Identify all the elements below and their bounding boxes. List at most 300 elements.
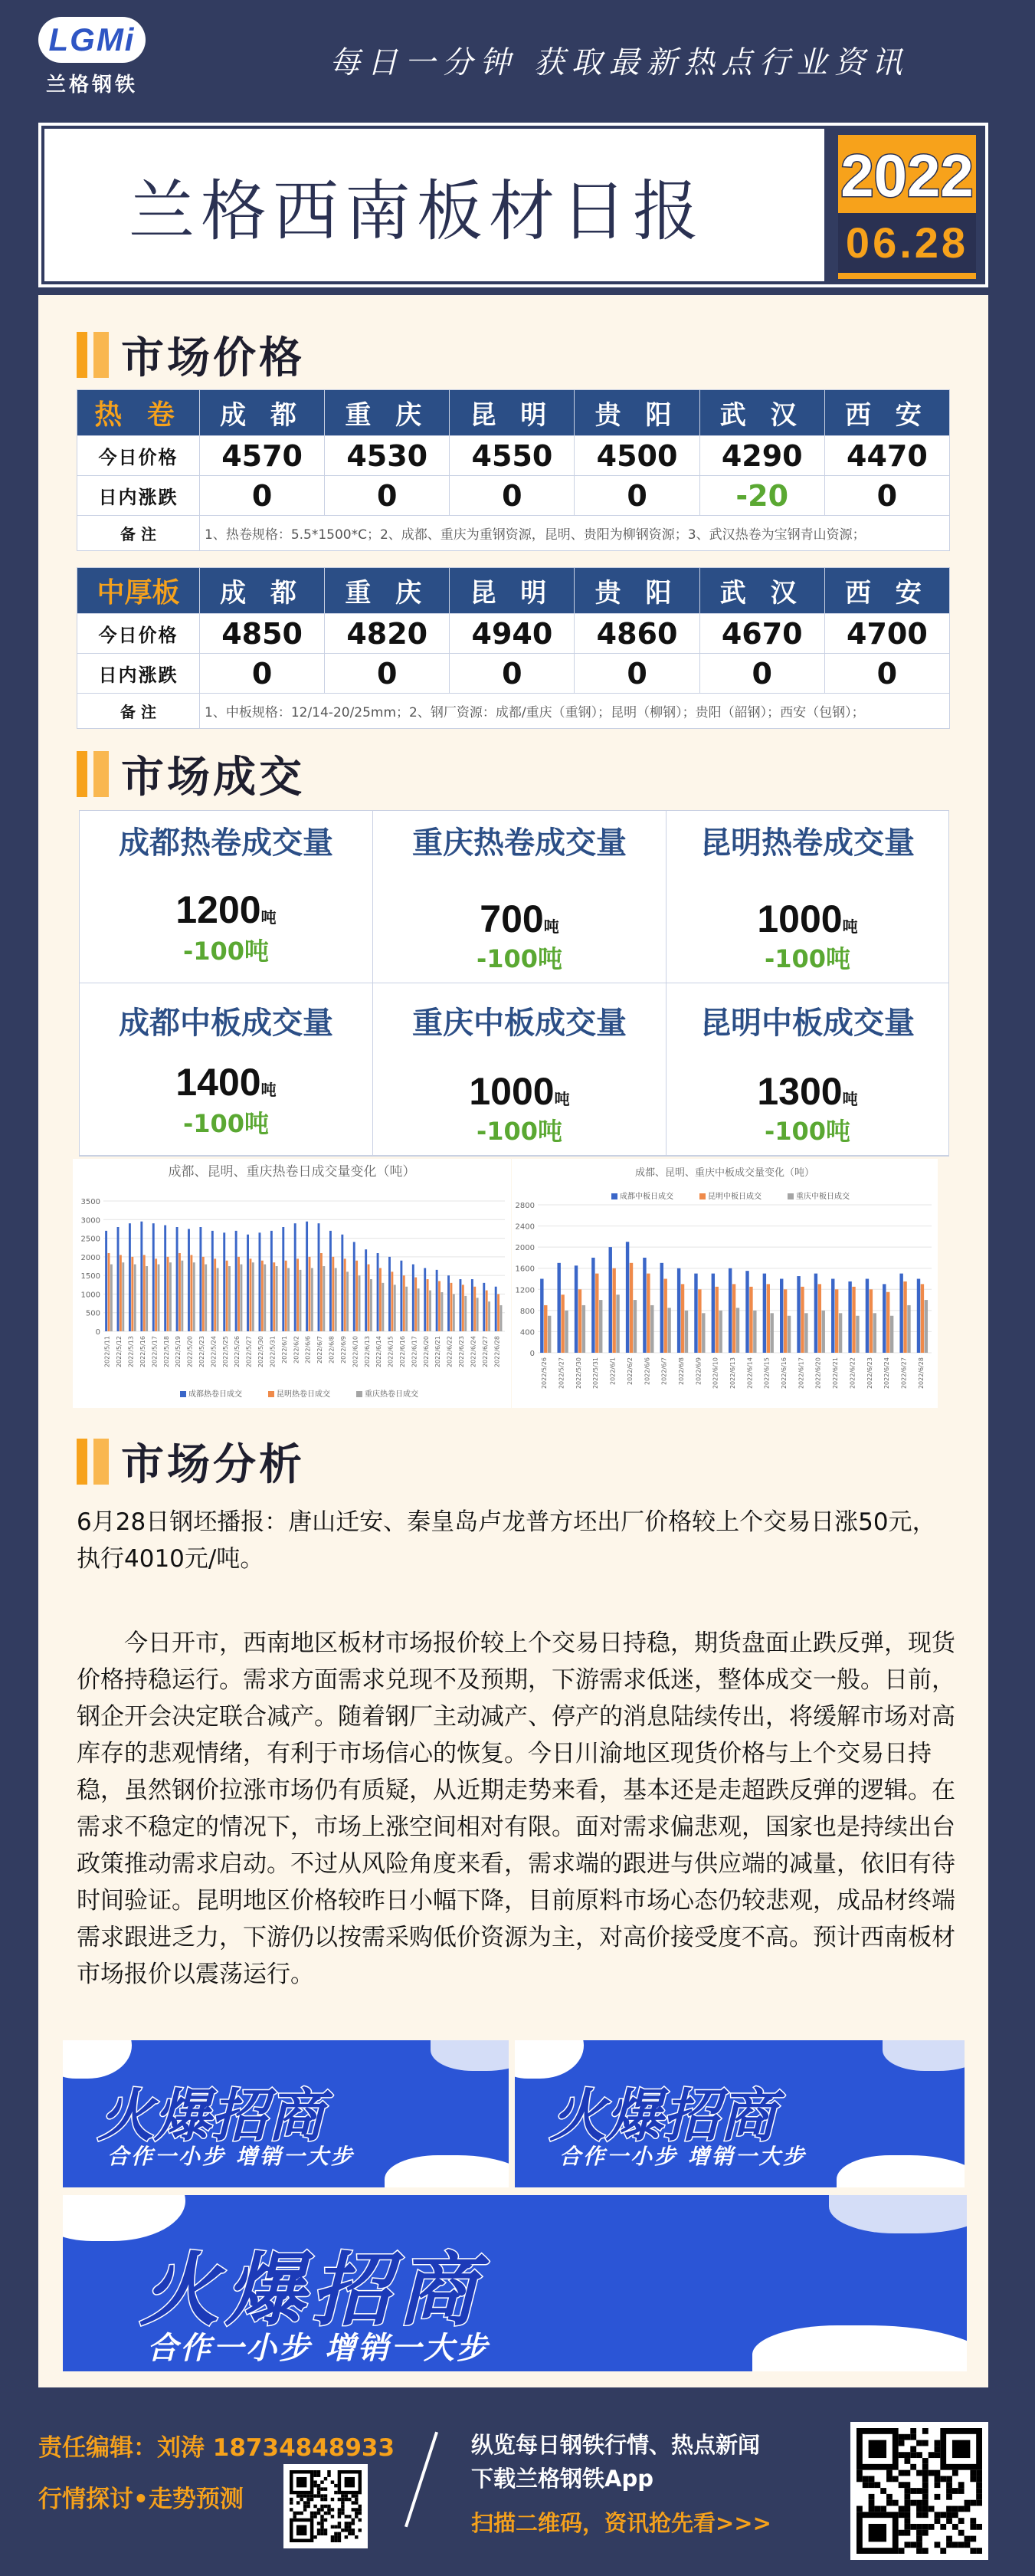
volume-title: 昆明热卷成交量	[700, 825, 915, 861]
qr-module	[940, 2524, 946, 2530]
qr-module	[940, 2512, 946, 2518]
qr-module	[331, 2515, 334, 2518]
qr-module	[317, 2532, 320, 2535]
qr-module	[303, 2494, 306, 2497]
qr-finder	[296, 2525, 306, 2535]
bar	[412, 1265, 414, 1331]
qr-module	[313, 2535, 316, 2538]
volume-grid	[79, 810, 949, 1157]
change-cell: 0	[575, 476, 699, 516]
qr-module	[922, 2488, 929, 2494]
qr-module	[317, 2491, 320, 2494]
qr-finder	[296, 2477, 306, 2487]
bar	[681, 1284, 684, 1353]
bar	[460, 1279, 462, 1331]
qr-module	[910, 2446, 916, 2452]
qr-finder	[869, 2524, 886, 2542]
bar	[323, 1266, 325, 1331]
x-tick-label: 2022/6/14	[746, 1357, 754, 1390]
qr-module	[856, 2476, 863, 2482]
qr-module	[317, 2528, 320, 2532]
x-tick-label: 2022/6/9	[695, 1357, 703, 1385]
qr-module	[300, 2512, 303, 2515]
y-tick-label: 0	[529, 1350, 535, 1358]
bar	[117, 1227, 120, 1331]
bar	[630, 1263, 633, 1353]
city-header: 贵 阳	[575, 390, 699, 436]
y-tick-label: 2400	[515, 1222, 535, 1232]
bar	[814, 1274, 817, 1353]
qr-module	[904, 2506, 910, 2512]
x-tick-label: 2022/5/27	[245, 1336, 253, 1368]
x-tick-label: 2022/6/27	[900, 1357, 908, 1390]
bar	[211, 1231, 214, 1331]
change-cell: 0	[575, 654, 699, 694]
bar	[249, 1258, 251, 1331]
qr-finder	[952, 2440, 970, 2458]
city-header: 成 都	[200, 568, 325, 614]
x-tick-label: 2022/5/19	[175, 1336, 182, 1368]
bar	[287, 1268, 290, 1331]
qr-module	[935, 2470, 941, 2476]
bar	[282, 1227, 284, 1331]
y-tick-label: 2500	[80, 1235, 100, 1244]
qr-module	[899, 2512, 905, 2518]
qr-module	[976, 2470, 982, 2476]
qr-module	[352, 2494, 355, 2497]
qr-module	[863, 2482, 869, 2488]
bar	[745, 1271, 748, 1353]
table-row	[77, 476, 950, 516]
bar	[883, 1284, 886, 1353]
bar	[462, 1285, 464, 1331]
x-tick-label: 2022/6/27	[481, 1336, 489, 1368]
qr-module	[348, 2532, 351, 2535]
qr-module	[320, 2487, 323, 2490]
bar	[217, 1268, 219, 1331]
x-tick-label: 2022/6/13	[729, 1357, 736, 1390]
price-cell: 4850	[200, 614, 325, 654]
legend-label: 重庆中板日成交	[796, 1193, 850, 1201]
qr-module	[929, 2506, 935, 2512]
qr-module	[958, 2488, 965, 2494]
bar	[131, 1257, 133, 1331]
legend-swatch	[699, 1193, 706, 1199]
bar	[264, 1265, 266, 1331]
qr-module	[904, 2482, 910, 2488]
bar	[450, 1283, 452, 1331]
qr-module	[348, 2515, 351, 2518]
bar	[403, 1275, 405, 1331]
qr-module	[904, 2494, 910, 2500]
legend-swatch	[611, 1193, 617, 1199]
qr-module	[341, 2512, 344, 2515]
qr-module	[320, 2519, 323, 2522]
x-tick-label: 2022/6/20	[814, 1357, 822, 1390]
x-tick-label: 2022/6/7	[316, 1336, 324, 1363]
qr-module	[916, 2524, 922, 2530]
bar	[483, 1283, 485, 1331]
qr-module	[317, 2522, 320, 2525]
table-category-label: 热 卷	[77, 390, 200, 436]
x-tick-label: 2022/5/30	[575, 1357, 582, 1390]
qr-module	[355, 2515, 358, 2518]
qr-module	[946, 2512, 952, 2518]
bar	[436, 1270, 438, 1331]
qr-module	[327, 2505, 330, 2508]
y-tick-label: 0	[95, 1328, 100, 1337]
qr-module	[958, 2482, 965, 2488]
qr-module	[856, 2470, 863, 2476]
bar	[447, 1275, 450, 1331]
bar	[438, 1281, 441, 1331]
qr-module	[880, 2506, 886, 2512]
change-cell: 0	[200, 654, 325, 694]
qr-module	[970, 2470, 976, 2476]
x-tick-label: 2022/6/15	[763, 1357, 771, 1390]
qr-module	[352, 2519, 355, 2522]
x-tick-label: 2022/6/2	[626, 1357, 634, 1385]
bar	[698, 1289, 701, 1353]
footer-promo-cta[interactable]: 扫描二维码，资讯抢先看>>>	[471, 2510, 771, 2536]
qr-module	[320, 2480, 323, 2483]
page-title: 兰格西南板材日报	[129, 172, 705, 250]
y-tick-label: 1500	[80, 1272, 100, 1281]
bar	[634, 1300, 637, 1353]
qr-module	[338, 2535, 341, 2538]
bar	[169, 1262, 172, 1331]
qr-module	[327, 2470, 330, 2473]
table-header-row	[77, 568, 950, 614]
bar	[557, 1263, 560, 1353]
bar	[763, 1274, 766, 1353]
qr-module	[317, 2470, 320, 2473]
qr-module	[904, 2452, 910, 2458]
bar	[616, 1295, 619, 1353]
bar	[890, 1316, 893, 1353]
table-header-row	[77, 390, 950, 436]
qr-module	[910, 2488, 916, 2494]
qr-module	[922, 2512, 929, 2518]
city-header: 武 汉	[699, 390, 824, 436]
qr-module	[976, 2524, 982, 2530]
price-cell: 4470	[824, 436, 949, 476]
bar	[500, 1305, 503, 1331]
bar	[429, 1291, 431, 1331]
price-cell: 4570	[200, 436, 325, 476]
qr-module	[904, 2530, 910, 2536]
volume-title: 重庆热卷成交量	[412, 825, 627, 861]
bar	[346, 1272, 349, 1331]
bar	[146, 1266, 148, 1331]
bar	[158, 1265, 160, 1331]
change-cell: 0	[325, 476, 450, 516]
bar	[285, 1261, 287, 1331]
qr-module	[886, 2470, 893, 2476]
bar	[856, 1316, 859, 1353]
x-tick-label: 2022/6/6	[304, 1336, 312, 1363]
qr-module	[320, 2525, 323, 2528]
bar	[488, 1301, 490, 1331]
city-header: 昆 明	[450, 568, 575, 614]
x-tick-label: 2022/5/18	[162, 1336, 170, 1368]
qr-module	[313, 2505, 316, 2508]
x-tick-label: 2022/6/28	[917, 1357, 925, 1390]
volume-title: 重庆中板成交量	[412, 1006, 627, 1041]
price-cell: 4700	[824, 614, 949, 654]
legend-label: 昆明热卷日成交	[277, 1390, 330, 1399]
bar	[441, 1292, 443, 1331]
bar	[907, 1305, 910, 1353]
x-tick-label: 2022/6/9	[339, 1336, 347, 1363]
qr-module	[303, 2505, 306, 2508]
bar	[548, 1316, 551, 1353]
qr-module	[899, 2470, 905, 2476]
bar	[143, 1255, 146, 1331]
x-tick-label: 2022/6/1	[609, 1357, 617, 1385]
date-badge	[838, 135, 976, 279]
section-title: 市场成交	[121, 753, 305, 802]
footer-promo-line: 纵览每日钢铁行情、热点新闻	[471, 2432, 761, 2458]
bar	[473, 1287, 476, 1331]
qr-module	[916, 2512, 922, 2518]
legend-swatch	[788, 1193, 794, 1199]
qr-module	[958, 2530, 965, 2536]
qr-module	[922, 2464, 929, 2470]
x-tick-label: 2022/5/26	[541, 1357, 549, 1390]
bar	[394, 1285, 396, 1331]
title-banner	[38, 123, 988, 287]
price-cell: 4670	[699, 614, 824, 654]
qr-module	[946, 2518, 952, 2524]
qr-module	[306, 2505, 310, 2508]
analysis-paragraph-2: 今日开市，西南地区板材市场报价较上个交易日持稳，期货盘面止跌反弹，现货价格持稳运行。需求方面需求兑现不及预期，下游需求低迷，整体成交一般。日前，钢企开会决定联合减产。随着钢厂主动减产、停产的消息陆续传出，将缓解市场对高库存的悲观情绪，有利于市场信心的恢复。今日川渝地区现货价格与上个交易日持稳，虽然钢价拉涨市场仍有质疑，从近期走势来看，基本还是走超跌反弹的逻辑。在需求不稳定的情况下，市场上涨空间相对有限。面对需求偏悲观，国家也是持续出台政策推动需求启动。不过从风险角度来看，需求端的跟进与供应端的减量，依旧有待时间验证。昆明地区价格较昨日小幅下降，目前原料市场心态仍较悲观，成品材终端需求跟进乏力，下游仍以按需采购低价资源为主，对高价接受度不高。预计西南板材市场报价以震荡运行。	[77, 1629, 955, 1988]
bar	[223, 1232, 225, 1331]
qr-module	[910, 2452, 916, 2458]
plate-volume-chart	[512, 1159, 938, 1408]
analysis-paragraph-1: 6月28日钢坯播报：唐山迁安、秦皇岛卢龙普方坯出厂价格较上个交易日涨50元，执行4010元/吨。	[77, 1508, 936, 1573]
section-title: 市场分析	[121, 1440, 305, 1490]
note-cell: 1、热卷规格：5.5*1500*C；2、成都、重庆为重钢资源，昆明、贵阳为柳钢资源；3、武汉热卷为宝钢青山资源；	[200, 516, 950, 551]
x-tick-label: 2022/6/21	[832, 1357, 840, 1390]
qr-code-icon[interactable]	[850, 2422, 988, 2560]
qr-module	[910, 2500, 916, 2506]
qr-module	[303, 2508, 306, 2511]
qr-module	[338, 2539, 341, 2542]
legend-label: 昆明中板日成交	[708, 1193, 762, 1201]
bar	[575, 1265, 578, 1353]
bar	[205, 1265, 207, 1331]
qr-module	[306, 2498, 310, 2501]
bar	[134, 1265, 136, 1331]
x-tick-label: 2022/5/17	[151, 1336, 159, 1368]
bar	[108, 1253, 110, 1331]
qr-module	[355, 2501, 358, 2504]
qr-module	[352, 2532, 355, 2535]
bar	[199, 1227, 201, 1331]
bar	[110, 1265, 113, 1331]
plate-volume-chart-svg	[512, 1159, 938, 1408]
qr-module	[922, 2470, 929, 2476]
x-tick-label: 2022/5/20	[186, 1336, 194, 1368]
qr-module	[893, 2500, 899, 2506]
qr-module	[935, 2542, 941, 2548]
qr-module	[331, 2535, 334, 2538]
y-tick-label: 1600	[515, 1265, 535, 1274]
promo-banner-large[interactable]	[63, 2195, 967, 2371]
city-header: 重 庆	[325, 568, 450, 614]
price-cell: 4860	[575, 614, 699, 654]
y-tick-label: 3500	[80, 1198, 100, 1206]
bar	[770, 1313, 773, 1353]
city-header: 西 安	[824, 390, 949, 436]
bar	[214, 1258, 216, 1331]
qr-module	[317, 2484, 320, 2487]
bar	[377, 1253, 379, 1331]
qr-module	[293, 2512, 296, 2515]
footer-tagline: 行情探讨•走势预测	[38, 2486, 244, 2513]
bar	[582, 1305, 585, 1353]
bar	[152, 1223, 155, 1331]
bar	[294, 1223, 296, 1331]
qr-module	[317, 2487, 320, 2490]
change-cell: 0	[450, 476, 575, 516]
qr-module	[874, 2506, 880, 2512]
volume-change: -100吨	[476, 944, 563, 973]
hot-roll-volume-chart	[73, 1159, 511, 1408]
qr-module	[946, 2536, 952, 2542]
volume-card	[80, 811, 373, 983]
qr-module	[899, 2548, 905, 2554]
qr-module	[327, 2473, 330, 2476]
bar	[917, 1279, 920, 1354]
volume-value: 1400吨	[175, 1061, 277, 1104]
qr-module	[935, 2440, 941, 2446]
bar	[694, 1274, 697, 1353]
qr-module	[899, 2506, 905, 2512]
qr-module	[856, 2506, 863, 2512]
bar	[353, 1242, 355, 1331]
qr-module	[290, 2501, 293, 2504]
qr-module	[916, 2536, 922, 2542]
row-label: 日内涨跌	[77, 476, 200, 516]
legend-label: 成都热卷日成交	[188, 1390, 242, 1399]
qr-module	[863, 2476, 869, 2482]
banner-subtitle: 合作一小步 增销一大步	[559, 2144, 807, 2169]
x-tick-label: 2022/5/31	[592, 1357, 600, 1390]
qr-module	[306, 2501, 310, 2504]
qr-module	[355, 2494, 358, 2497]
section-header-analysis	[77, 1435, 305, 1488]
bar	[609, 1247, 612, 1353]
volume-change: -100吨	[764, 944, 851, 973]
qr-module	[958, 2542, 965, 2548]
volume-change: -100吨	[476, 1117, 563, 1146]
qr-module	[904, 2434, 910, 2440]
volume-card	[667, 811, 948, 983]
bar	[164, 1226, 166, 1331]
bar	[712, 1274, 715, 1353]
row-label: 日内涨跌	[77, 654, 200, 694]
bar	[886, 1292, 889, 1353]
banner-subtitle: 合作一小步 增销一大步	[107, 2144, 355, 2169]
change-cell: 0	[450, 654, 575, 694]
bar	[660, 1263, 663, 1353]
bar	[306, 1222, 308, 1331]
bar	[749, 1287, 752, 1353]
qr-module	[331, 2525, 334, 2528]
bar	[259, 1232, 261, 1331]
qr-module	[976, 2488, 982, 2494]
bar	[427, 1279, 429, 1331]
qr-module	[946, 2506, 952, 2512]
qr-module	[899, 2452, 905, 2458]
x-tick-label: 2022/6/24	[883, 1357, 891, 1390]
qr-module	[922, 2524, 929, 2530]
qr-module	[916, 2452, 922, 2458]
qr-module	[306, 2494, 310, 2497]
qr-module	[922, 2428, 929, 2434]
qr-module	[331, 2480, 334, 2483]
promo-banner[interactable]	[63, 2040, 509, 2187]
promo-banner[interactable]	[515, 2040, 965, 2187]
qr-module	[359, 2528, 362, 2532]
qr-module	[916, 2488, 922, 2494]
bar	[122, 1262, 124, 1331]
bar	[753, 1311, 756, 1353]
bar	[822, 1311, 825, 1353]
qr-module	[922, 2482, 929, 2488]
bar	[388, 1257, 391, 1331]
bar	[296, 1258, 299, 1331]
bar	[729, 1268, 732, 1353]
price-cell: 4500	[575, 436, 699, 476]
bar	[866, 1279, 869, 1354]
footer-promo-line: 下载兰格钢铁App	[471, 2466, 653, 2492]
bar	[424, 1268, 426, 1331]
bar	[270, 1231, 273, 1331]
bar	[788, 1316, 791, 1353]
x-tick-label: 2022/5/23	[198, 1336, 205, 1368]
bar	[382, 1283, 384, 1331]
bar	[335, 1268, 337, 1331]
qr-module	[935, 2512, 941, 2518]
qr-module	[317, 2473, 320, 2476]
bar	[716, 1287, 719, 1353]
bar	[486, 1291, 488, 1331]
bar	[276, 1266, 278, 1331]
qr-code-icon[interactable]	[283, 2464, 368, 2548]
volume-change: -100吨	[182, 1109, 270, 1138]
bar	[228, 1266, 231, 1331]
qr-module	[345, 2525, 348, 2528]
qr-module	[355, 2512, 358, 2515]
qr-module	[935, 2494, 941, 2500]
qr-module	[327, 2508, 330, 2511]
qr-module	[904, 2500, 910, 2506]
qr-module	[320, 2528, 323, 2532]
change-cell: 0	[824, 476, 949, 516]
chart-title: 成都、昆明、重庆热卷日成交量变化（吨）	[168, 1164, 416, 1180]
qr-module	[935, 2518, 941, 2524]
qr-module	[904, 2488, 910, 2494]
bar	[647, 1274, 650, 1353]
qr-module	[320, 2508, 323, 2511]
qr-module	[874, 2482, 880, 2488]
qr-module	[869, 2494, 875, 2500]
bar	[247, 1235, 249, 1331]
qr-module	[331, 2539, 334, 2542]
